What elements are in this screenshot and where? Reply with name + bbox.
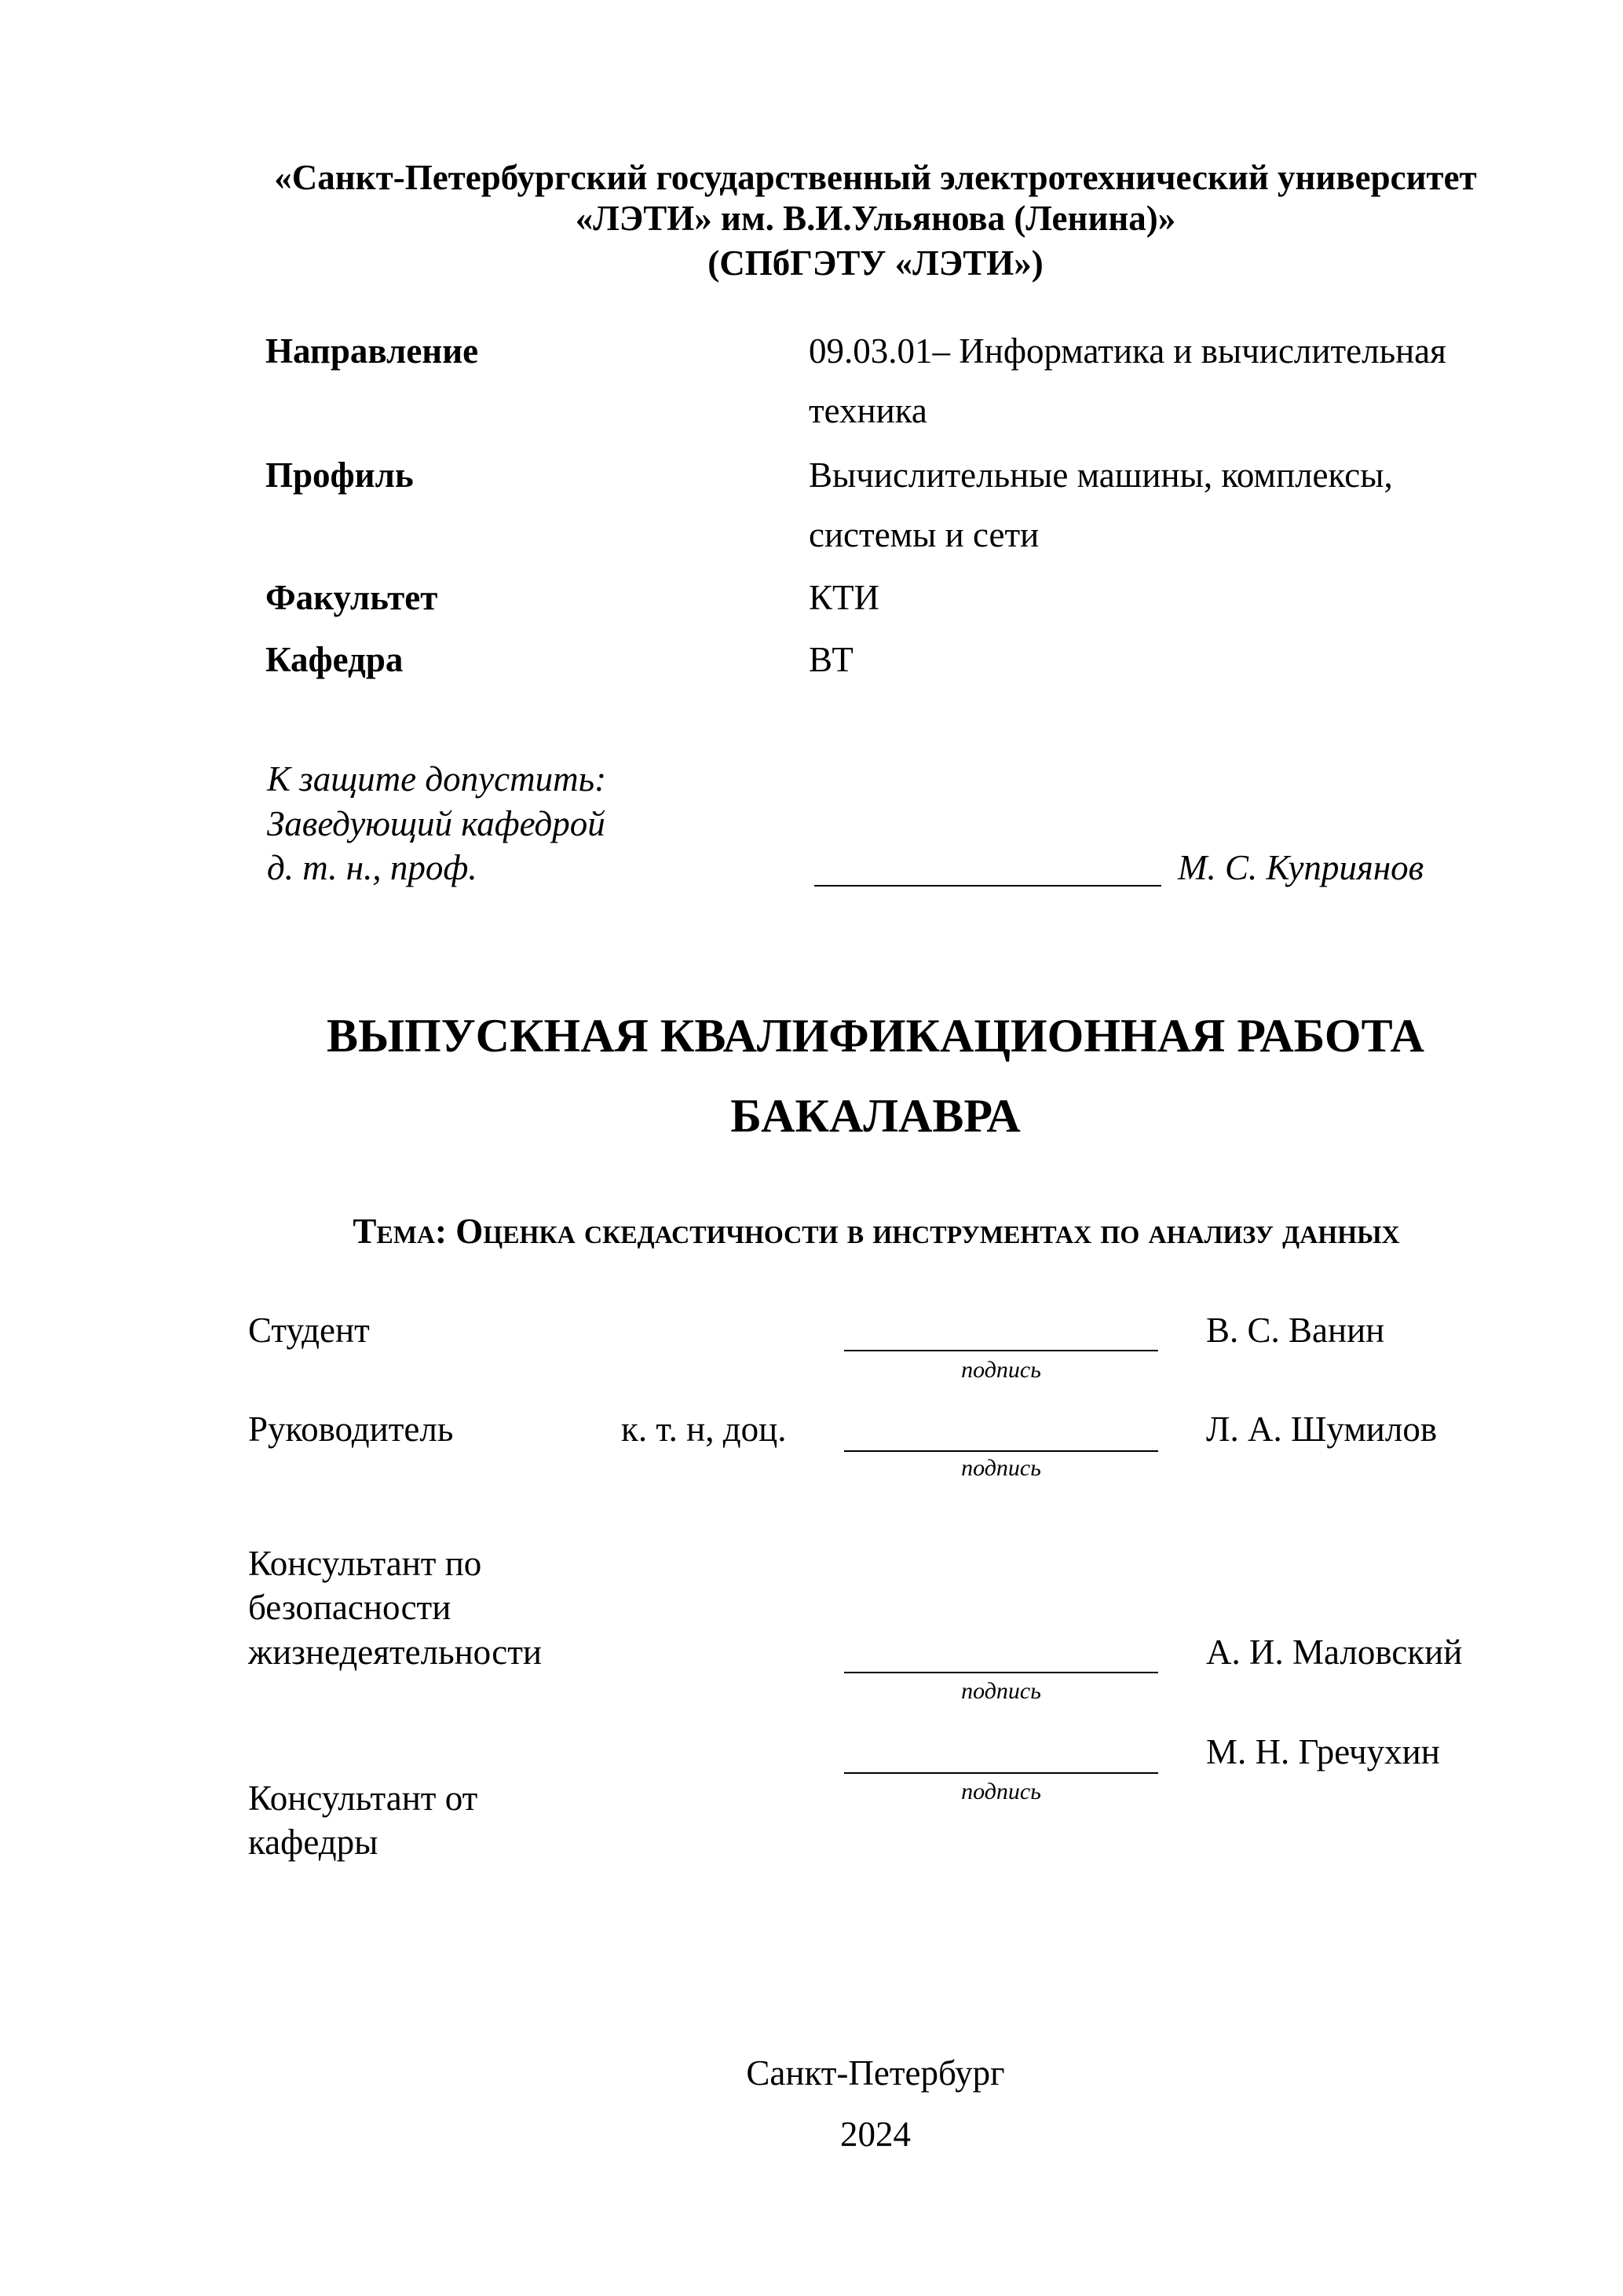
department-value: ВТ (809, 640, 854, 679)
dept-consultant-signature-caption: подпись (961, 1779, 1041, 1804)
thesis-title-line1: ВЫПУСКНАЯ КВАЛИФИКАЦИОННАЯ РАБОТА (327, 1010, 1424, 1062)
department-label: Кафедра (265, 640, 404, 679)
student-signature-line (844, 1350, 1158, 1351)
dept-consultant-name: М. Н. Гречухин (1206, 1732, 1440, 1771)
direction-value: 09.03.01– Информатика и вычислительная (809, 331, 1446, 371)
university-abbrev: (СПбГЭТУ «ЛЭТИ») (707, 243, 1044, 283)
approval-line1: К защите допустить: (267, 759, 607, 799)
dept-consultant-signature-line (844, 1772, 1158, 1774)
student-signature-caption: подпись (961, 1357, 1041, 1383)
direction-label: Направление (265, 331, 479, 371)
safety-consultant-role-line2: безопасности (248, 1588, 451, 1627)
safety-consultant-role-line3: жизнедеятельности (248, 1632, 543, 1672)
student-role: Студент (248, 1311, 370, 1350)
university-name-line1: «Санкт-Петербургский государственный электротехнический университет (274, 158, 1477, 197)
thesis-title-line2: БАКАЛАВРА (730, 1090, 1021, 1142)
faculty-label: Факультет (265, 578, 438, 617)
dept-consultant-role-line1: Консультант от (248, 1779, 478, 1818)
footer-year: 2024 (840, 2115, 911, 2154)
profile-value: Вычислительные машины, комплексы, (809, 455, 1393, 495)
approval-signature-line (814, 885, 1161, 887)
thesis-topic: Тема: Оценка скедастичности в инструментах по анализу данных (353, 1212, 1400, 1251)
footer-city: Санкт-Петербург (746, 2053, 1005, 2093)
supervisor-role: Руководитель (248, 1409, 454, 1449)
supervisor-signature-caption: подпись (961, 1455, 1041, 1481)
approval-name: М. С. Куприянов (1178, 848, 1424, 887)
safety-consultant-signature-caption: подпись (961, 1678, 1041, 1704)
dept-consultant-role-line2: кафедры (248, 1823, 378, 1862)
faculty-value: КТИ (809, 578, 879, 617)
safety-consultant-name: А. И. Маловский (1206, 1632, 1463, 1672)
direction-value-cont: техника (809, 391, 927, 430)
profile-label: Профиль (265, 455, 414, 495)
profile-value-cont: системы и сети (809, 515, 1040, 554)
supervisor-degree: к. т. н, доц. (621, 1409, 787, 1449)
approval-line2: Заведующий кафедрой (267, 804, 605, 843)
student-name: В. С. Ванин (1206, 1311, 1385, 1350)
university-name-line2: «ЛЭТИ» им. В.И.Ульянова (Ленина)» (575, 199, 1176, 238)
safety-consultant-signature-line (844, 1672, 1158, 1673)
supervisor-name: Л. А. Шумилов (1206, 1409, 1438, 1449)
approval-line3: д. т. н., проф. (267, 848, 477, 887)
supervisor-signature-line (844, 1450, 1158, 1452)
safety-consultant-role-line1: Консультант по (248, 1544, 482, 1583)
